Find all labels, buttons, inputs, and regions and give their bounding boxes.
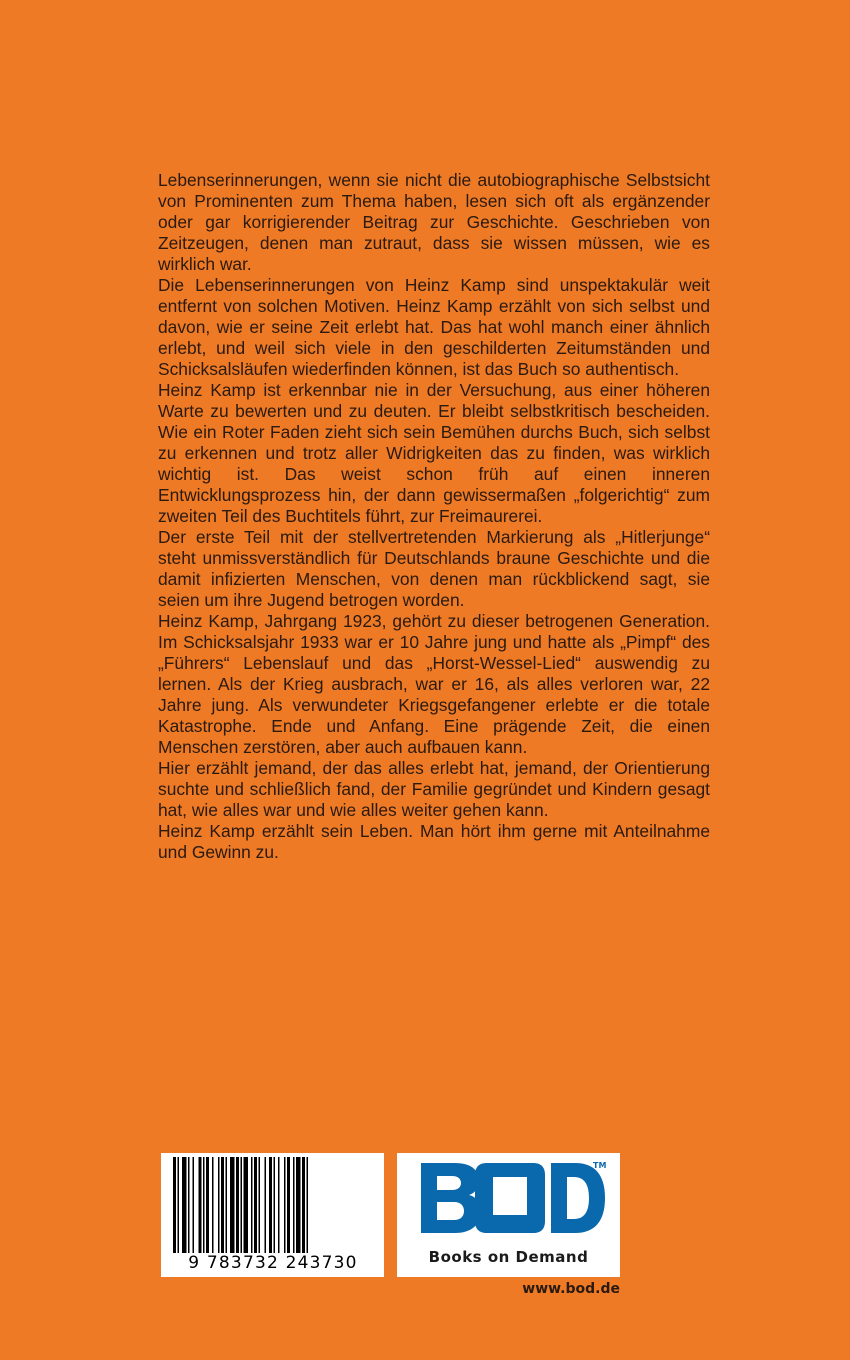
bod-logo-mark: [415, 1159, 605, 1239]
blurb-paragraph-4: Der erste Teil mit der stellvertretenden Markierung als „Hitlerjunge“ steht unmissverständlich für Deutschlands braune Geschichte und die damit infizierten Menschen, von denen man rückblickend sagt, sie seien um ihre Jugend betrogen worden.: [158, 527, 710, 610]
bod-logo-icon: [415, 1159, 605, 1239]
isbn-number: 9 783732 243730: [167, 1253, 379, 1273]
bod-tagline: Books on Demand: [428, 1248, 589, 1266]
blurb-paragraph-6: Hier erzählt jemand, der das alles erlebt hat, jemand, der Orientierung suchte und schließlich fand, der Familie gegründet und Kindern gesagt hat, wie alles war und wie alles weiter gehen kann.: [158, 758, 710, 820]
blurb-paragraph-1: Lebenserinnerungen, wenn sie nicht die autobiographische Selbstsicht von Prominenten zum Thema haben, lesen sich oft als ergänzender oder gar korrigierender Beitrag zur Geschichte. Geschrieben von Zeitzeugen, denen man zutraut, dass sie wissen müssen, wie es wirklich war.: [158, 170, 710, 274]
blurb-paragraph-7: Heinz Kamp erzählt sein Leben. Man hört ihm gerne mit Anteilnahme und Gewinn zu.: [158, 821, 710, 862]
back-cover-blurb: [158, 170, 710, 863]
publisher-url: www.bod.de: [522, 1281, 620, 1297]
blurb-paragraph-3: Heinz Kamp ist erkennbar nie in der Versuchung, aus einer höheren Warte zu bewerten und zu deuten. Er bleibt selbstkritisch bescheiden. Wie ein Roter Faden zieht sich sein Bemühen durchs Buch, sich selbst zu erkennen und trotz aller Widrigkeiten das zu finden, was wirklich wichtig ist. Das weist schon früh auf einen inneren Entwicklungsprozess hin, der dann gewissermaßen „folgerichtig“ zum zweiten Teil des Buchtitels führt, zur Freimaurerei.: [158, 380, 710, 526]
blurb-paragraph-5: Heinz Kamp, Jahrgang 1923, gehört zu dieser betrogenen Generation. Im Schicksalsjahr 1933 war er 10 Jahre jung und hatte als „Pimpf“ des „Führers“ Lebenslauf und das „Horst-Wessel-Lied“ auswendig zu lernen. Als der Krieg ausbrach, war er 16, als alles verloren war, 22 Jahre jung. Als verwundeter Kriegsgefangener erlebte er die totale Katastrophe. Ende und Anfang. Eine prägende Zeit, die einen Menschen zerstören, aber auch aufbauen kann.: [158, 611, 710, 757]
blurb-paragraph-2: Die Lebenserinnerungen von Heinz Kamp sind unspektakulär weit entfernt von solchen Motiven. Heinz Kamp erzählt von sich selbst und davon, wie er seine Zeit erlebt hat. Das hat wohl manch einer ähnlich erlebt, und weil sich viele in den geschilderten Zeitumständen und Schicksalsläufen wiederfinden können, ist das Buch so authentisch.: [158, 275, 710, 379]
publisher-logo: [397, 1153, 620, 1277]
trademark-symbol: TM: [593, 1161, 607, 1170]
isbn-barcode: [161, 1153, 384, 1277]
